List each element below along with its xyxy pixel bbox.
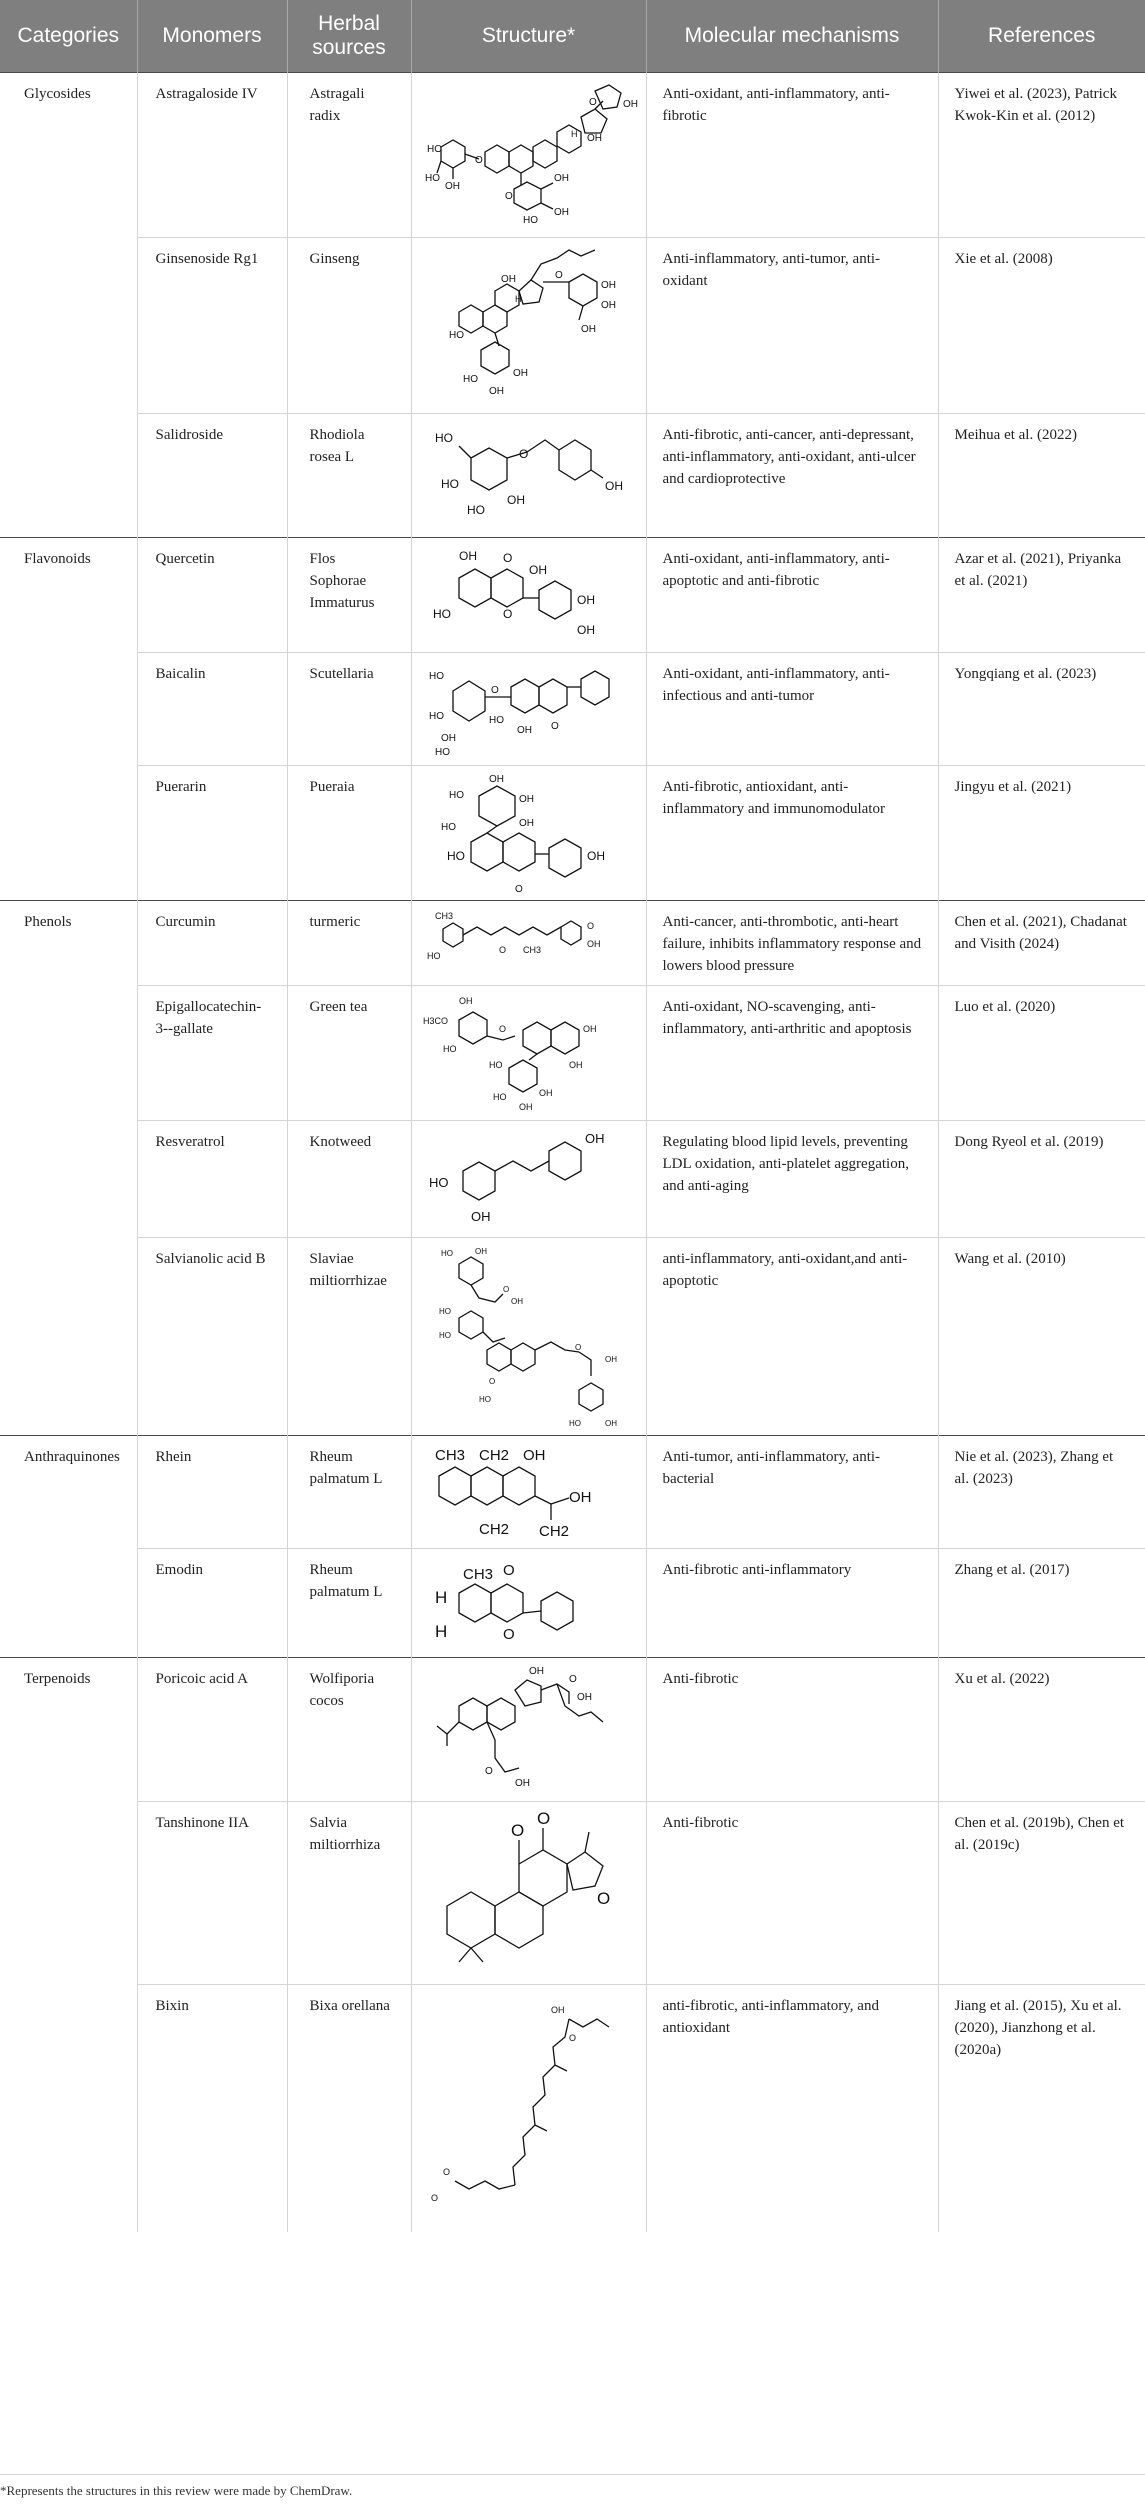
monomer-cell: Salvianolic acid B <box>137 1237 287 1435</box>
oh-label: HO <box>466 502 485 517</box>
oh-label: OH <box>506 492 525 507</box>
o-label: O <box>484 1765 493 1777</box>
category-cell <box>0 237 137 413</box>
mechanisms-cell: Anti-oxidant, anti-inflammatory, anti-infectious and anti-tumor <box>646 652 938 765</box>
o-label: O <box>568 2032 576 2043</box>
table-row <box>0 413 1145 537</box>
o-label: O <box>514 883 523 895</box>
monomer-cell: Salidroside <box>137 413 287 537</box>
structure-rhein <box>419 1440 639 1544</box>
monomer-cell: Curcumin <box>137 900 287 985</box>
oh-label: HO <box>440 821 456 833</box>
oh-label: OH <box>580 323 596 335</box>
structure-astragaloside-iv <box>419 77 639 227</box>
references-cell: Dong Ryeol et al. (2019) <box>938 1120 1145 1237</box>
oh-label: OH <box>576 622 595 637</box>
ch3-label: CH3 <box>522 944 541 955</box>
oh-label: OH <box>470 1208 490 1224</box>
h3co-label: H3CO <box>422 1015 448 1026</box>
structure-bixin <box>419 1989 639 2227</box>
structure-cell <box>411 1120 646 1237</box>
oh-label: HO <box>438 1330 451 1340</box>
oh-label: OH <box>500 273 516 285</box>
oh-label: HO <box>438 1306 451 1316</box>
oh-label: OH <box>458 548 477 563</box>
structure-cell <box>411 413 646 537</box>
table-bottom-rule <box>0 2474 1145 2475</box>
mechanisms-cell: Anti-tumor, anti-inflammatory, anti-bacterial <box>646 1435 938 1548</box>
oh-label: HO <box>448 329 464 341</box>
source-cell: Ginseng <box>287 237 411 413</box>
monomer-cell: Baicalin <box>137 652 287 765</box>
category-cell <box>0 652 137 765</box>
o-label: O <box>442 2166 450 2177</box>
references-cell: Xie et al. (2008) <box>938 237 1145 413</box>
source-cell: Wolfiporia cocos <box>287 1657 411 1801</box>
structure-ginsenoside-rg1 <box>419 242 639 407</box>
oh-label: HO <box>426 950 440 961</box>
o-label: O <box>588 96 597 108</box>
oh-label: OH <box>510 1296 523 1306</box>
oh-label: HO <box>522 214 538 226</box>
o-label: O <box>574 1342 581 1352</box>
structure-salidroside <box>419 418 639 530</box>
oh-label: OH <box>576 592 595 607</box>
oh-label: OH <box>458 995 472 1006</box>
oh-label: HO <box>428 670 444 682</box>
monomer-cell: Epigallocatechin-3--gallate <box>137 985 287 1120</box>
source-cell: Rheum palmatum L <box>287 1548 411 1657</box>
references-cell: Jiang et al. (2015), Xu et al. (2020), Jianzhong et al. (2020a) <box>938 1984 1145 2232</box>
category-cell <box>0 985 137 1120</box>
oh-label: OH <box>440 732 456 744</box>
o-label: O <box>498 944 506 955</box>
oh-label: OH <box>584 1130 604 1146</box>
o-label: O <box>568 1673 577 1685</box>
references-cell: Nie et al. (2023), Zhang et al. (2023) <box>938 1435 1145 1548</box>
category-cell <box>0 1237 137 1435</box>
references-cell: Jingyu et al. (2021) <box>938 765 1145 900</box>
oh-label: OH <box>604 1354 617 1364</box>
oh-label: HO <box>462 373 478 385</box>
header-row <box>0 0 1145 72</box>
monomer-cell: Quercetin <box>137 537 287 652</box>
monomer-cell: Ginsenoside Rg1 <box>137 237 287 413</box>
table-row <box>0 1984 1145 2232</box>
ch2-label: CH2 <box>478 1520 509 1538</box>
o-label: O <box>502 606 512 621</box>
oh-label: OH <box>528 1665 544 1677</box>
table-row <box>0 900 1145 985</box>
structure-cell <box>411 1984 646 2232</box>
h-label: H <box>570 128 577 139</box>
mechanisms-cell: anti-inflammatory, anti-oxidant,and anti-apoptotic <box>646 1237 938 1435</box>
table-row <box>0 1548 1145 1657</box>
oh-label: HO <box>434 430 453 445</box>
source-cell: Green tea <box>287 985 411 1120</box>
source-cell: Salvia miltiorrhiza <box>287 1801 411 1984</box>
structure-cell <box>411 237 646 413</box>
structure-cell <box>411 1657 646 1801</box>
oh-label: OH <box>488 385 504 397</box>
source-cell: Rhodiola rosea L <box>287 413 411 537</box>
table-row <box>0 537 1145 652</box>
header-molecular-mechanisms: Molecular mechanisms <box>646 0 938 72</box>
o-label: O <box>498 1023 506 1034</box>
category-cell <box>0 1801 137 1984</box>
source-cell: Pueraia <box>287 765 411 900</box>
table-row <box>0 1801 1145 1984</box>
mechanisms-cell: Anti-oxidant, NO-scavenging, anti-inflammatory, anti-arthritic and apoptosis <box>646 985 938 1120</box>
oh-label: HO <box>426 143 442 155</box>
monomer-cell: Tanshinone IIA <box>137 1801 287 1984</box>
o-label: O <box>596 1888 610 1908</box>
oh-label: OH <box>582 1023 596 1034</box>
table-row <box>0 1237 1145 1435</box>
oh-label: OH <box>600 299 616 311</box>
monomer-cell: Astragaloside IV <box>137 72 287 237</box>
oh-label: HO <box>478 1394 491 1404</box>
structure-quercetin <box>419 542 639 648</box>
oh-label: HO <box>446 848 465 863</box>
oh-label: OH <box>586 848 605 863</box>
references-cell: Chen et al. (2019b), Chen et al. (2019c) <box>938 1801 1145 1984</box>
oh-label: OH <box>604 1418 617 1428</box>
oh-label: OH <box>518 793 534 805</box>
oh-label: OH <box>514 1777 530 1789</box>
references-cell: Yongqiang et al. (2023) <box>938 652 1145 765</box>
oh-label: HO <box>568 1418 581 1428</box>
oh-label: OH <box>576 1691 592 1703</box>
o-label: O <box>474 154 483 166</box>
category-cell <box>0 413 137 537</box>
oh-label: HO <box>492 1091 506 1102</box>
structure-cell <box>411 1801 646 1984</box>
oh-label: OH <box>538 1087 552 1098</box>
category-cell: Anthraquinones <box>0 1435 137 1548</box>
ch3-label: CH3 <box>434 1446 465 1464</box>
h-label: H <box>434 1621 447 1641</box>
header-monomers: Monomers <box>137 0 287 72</box>
o-label: O <box>502 1561 515 1579</box>
o-label: O <box>510 1820 524 1840</box>
table-row <box>0 985 1145 1120</box>
structure-cell <box>411 1237 646 1435</box>
table-row <box>0 237 1145 413</box>
oh-label: HO <box>440 476 459 491</box>
references-cell: Wang et al. (2010) <box>938 1237 1145 1435</box>
o-label: O <box>518 446 528 461</box>
mechanisms-cell: Anti-inflammatory, anti-tumor, anti-oxidant <box>646 237 938 413</box>
o-label: O <box>502 550 512 565</box>
o-label: O <box>430 2192 438 2203</box>
structure-cell <box>411 1548 646 1657</box>
mechanisms-cell: Anti-fibrotic <box>646 1801 938 1984</box>
oh-label: OH <box>488 773 504 785</box>
oh-label: OH <box>528 562 547 577</box>
oh-label: OH <box>586 938 600 949</box>
source-cell: Astragali radix <box>287 72 411 237</box>
references-cell: Luo et al. (2020) <box>938 985 1145 1120</box>
structure-baicalin <box>419 657 639 761</box>
table-row <box>0 1120 1145 1237</box>
references-cell: Chen et al. (2021), Chadanat and Visith (2024) <box>938 900 1145 985</box>
mechanisms-cell: Anti-fibrotic, anti-cancer, anti-depressant, anti-inflammatory, anti-oxidant, anti-ulcer and cardioprotective <box>646 413 938 537</box>
category-cell <box>0 765 137 900</box>
source-cell: Knotweed <box>287 1120 411 1237</box>
structure-cell <box>411 652 646 765</box>
o-label: O <box>554 269 563 281</box>
source-cell: Slaviae miltiorrhizae <box>287 1237 411 1435</box>
oh-label: HO <box>432 606 451 621</box>
structure-cell <box>411 765 646 900</box>
structure-curcumin <box>419 905 639 977</box>
monomer-cell: Poricoic acid A <box>137 1657 287 1801</box>
o-label: O <box>502 1625 515 1643</box>
header-references: References <box>938 0 1145 72</box>
mechanisms-cell: Anti-fibrotic <box>646 1657 938 1801</box>
o-label: O <box>490 684 499 696</box>
oh-label: HO <box>442 1043 456 1054</box>
category-cell <box>0 1120 137 1237</box>
category-cell: Terpenoids <box>0 1657 137 1801</box>
oh-label: OH <box>550 2004 564 2015</box>
table-row <box>0 1435 1145 1548</box>
structure-cell <box>411 537 646 652</box>
o-label: O <box>488 1376 495 1386</box>
ch2-label: CH2 <box>538 1522 569 1540</box>
header-herbal-sources: Herbal sources <box>287 0 411 72</box>
source-cell: Scutellaria <box>287 652 411 765</box>
mechanisms-cell: Anti-cancer, anti-thrombotic, anti-heart failure, inhibits inflammatory response and lowers blood pressure <box>646 900 938 985</box>
oh-label: OH <box>586 132 602 144</box>
ch3-label: CH3 <box>434 910 453 921</box>
structure-cell <box>411 72 646 237</box>
source-cell: Bixa orellana <box>287 1984 411 2232</box>
o-label: O <box>536 1808 550 1828</box>
oh-label: HO <box>434 746 450 758</box>
source-cell: Flos Sophorae Immaturus <box>287 537 411 652</box>
source-cell: Rheum palmatum L <box>287 1435 411 1548</box>
structure-resveratrol <box>419 1125 639 1233</box>
structure-salvianolic-acid-b <box>419 1242 639 1430</box>
header-categories: Categories <box>0 0 137 72</box>
o-label: O <box>502 1284 509 1294</box>
references-cell: Meihua et al. (2022) <box>938 413 1145 537</box>
oh-label: HO <box>428 1174 448 1190</box>
oh-label: OH <box>568 1488 591 1506</box>
mechanisms-cell: Anti-oxidant, anti-inflammatory, anti-fibrotic <box>646 72 938 237</box>
references-cell: Zhang et al. (2017) <box>938 1548 1145 1657</box>
references-cell: Azar et al. (2021), Priyanka et al. (2021) <box>938 537 1145 652</box>
structure-emodin <box>419 1553 639 1653</box>
oh-label: HO <box>488 1059 502 1070</box>
o-label: O <box>586 920 594 931</box>
table-row <box>0 1657 1145 1801</box>
ch3-label: CH3 <box>462 1565 493 1583</box>
mechanisms-cell: anti-fibrotic, anti-inflammatory, and antioxidant <box>646 1984 938 2232</box>
oh-label: OH <box>604 478 623 493</box>
mechanisms-cell: Anti-oxidant, anti-inflammatory, anti-apoptotic and anti-fibrotic <box>646 537 938 652</box>
mechanisms-cell: Anti-fibrotic anti-inflammatory <box>646 1548 938 1657</box>
monomer-cell: Emodin <box>137 1548 287 1657</box>
oh-label: OH <box>522 1446 545 1464</box>
structure-egcg <box>419 990 639 1116</box>
oh-label: OH <box>444 180 460 192</box>
category-cell: Flavonoids <box>0 537 137 652</box>
table-row <box>0 765 1145 900</box>
footnote: *Represents the structures in this review were made by ChemDraw. <box>0 2483 353 2498</box>
oh-label: OH <box>518 817 534 829</box>
oh-label: HO <box>488 714 504 726</box>
ch2-label: CH2 <box>478 1446 509 1464</box>
header-structure: Structure* <box>411 0 646 72</box>
h-label: H <box>434 1587 447 1607</box>
oh-label: OH <box>512 367 528 379</box>
oh-label: OH <box>474 1246 487 1256</box>
oh-label: HO <box>428 710 444 722</box>
table-row <box>0 72 1145 237</box>
source-cell: turmeric <box>287 900 411 985</box>
oh-label: OH <box>516 724 532 736</box>
monomer-cell: Resveratrol <box>137 1120 287 1237</box>
h-label: H <box>514 293 521 304</box>
oh-label: OH <box>553 206 569 218</box>
o-label: O <box>504 190 513 202</box>
structure-puerarin <box>419 770 639 896</box>
oh-label: HO <box>440 1248 453 1258</box>
monomer-cell: Rhein <box>137 1435 287 1548</box>
mechanisms-cell: Anti-fibrotic, antioxidant, anti-inflammatory and immunomodulator <box>646 765 938 900</box>
category-cell: Phenols <box>0 900 137 985</box>
oh-label: OH <box>518 1101 532 1112</box>
category-cell <box>0 1984 137 2232</box>
oh-label: HO <box>448 789 464 801</box>
table-row <box>0 652 1145 765</box>
monomer-cell: Puerarin <box>137 765 287 900</box>
references-cell: Yiwei et al. (2023), Patrick Kwok-Kin et al. (2012) <box>938 72 1145 237</box>
structure-cell <box>411 900 646 985</box>
o-label: O <box>550 720 559 732</box>
references-cell: Xu et al. (2022) <box>938 1657 1145 1801</box>
oh-label: OH <box>600 279 616 291</box>
oh-label: OH <box>622 98 638 110</box>
mechanisms-cell: Regulating blood lipid levels, preventing LDL oxidation, anti-platelet aggregation, and anti-aging <box>646 1120 938 1237</box>
oh-label: HO <box>424 172 440 184</box>
structure-cell <box>411 1435 646 1548</box>
oh-label: OH <box>553 172 569 184</box>
category-cell: Glycosides <box>0 72 137 237</box>
structure-cell <box>411 985 646 1120</box>
monomer-cell: Bixin <box>137 1984 287 2232</box>
structure-tanshinone-iia <box>419 1806 639 1980</box>
category-cell <box>0 1548 137 1657</box>
structure-poricoic-acid-a <box>419 1662 639 1796</box>
oh-label: OH <box>568 1059 582 1070</box>
